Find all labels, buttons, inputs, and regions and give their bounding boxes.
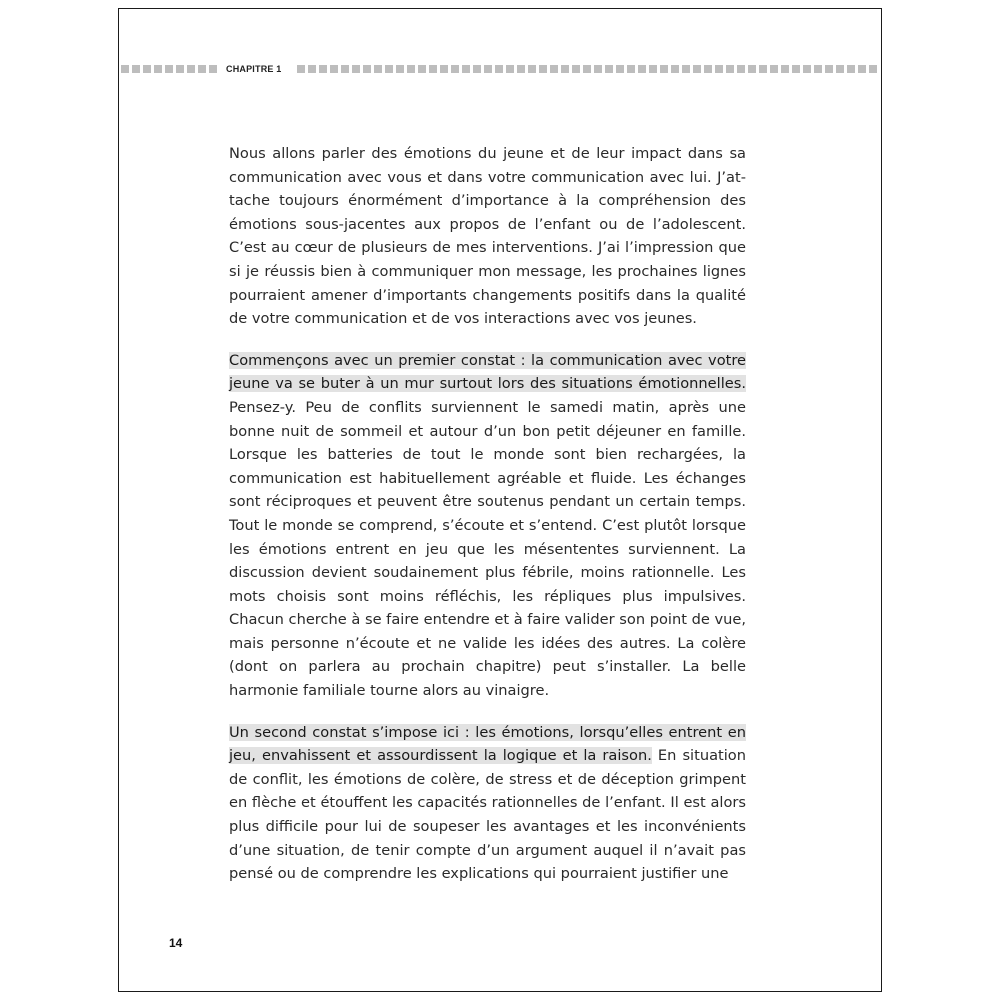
highlight-second-observation: Un second constat s’impose ici : les émotions, lorsqu’elles entrent en jeu, envahissent et assourdissent la logique et la raison. xyxy=(229,723,746,765)
paragraph-2 xyxy=(229,349,746,703)
chapter-header xyxy=(119,63,881,75)
highlight-first-observation: Commençons avec un premier constat : la communication avec votre jeune va se buter à un mur surtout lors des situations émotionnelles. xyxy=(229,351,746,393)
header-dashes-left xyxy=(121,63,225,75)
paragraph-3-text: En situation de conflit, les émotions de colère, de stress et de déception grimpent en flèche et étouffent les capacités rationnelles de l’enfant. Il est alors plus difficile pour lui de soupeser les avantages et les inconvénients d’une situation, de tenir compte d’un argument auquel il n’avait pas pensé ou de comprendre les explications qui pourraient justifier une xyxy=(229,747,746,883)
paragraph-2-text: Pensez-y. Peu de conflits surviennent le samedi matin, après une bonne nuit de sommeil et autour d’un bon petit déjeuner en famille. Lorsque les batteries de tout le monde sont bien rechargées, la communication est habituellement agréable et fluide. Les échanges sont réciproques et peuvent être soutenus pendant un certain temps. Tout le monde se comprend, s’écoute et s’entend. C’est plutôt lorsque les émotions entrent en jeu que les mésententes surviennent. La discussion devient soudainement plus fébrile, moins rationnelle. Les mots choisis sont moins réfléchis, les répliques plus impulsives. Chacun cherche à se faire entendre et à faire valider son point de vue, mais personne n’écoute et ne valide les idées des autres. La colère (dont on parlera au prochain chapitre) peut s’installer. La belle harmonie familiale tourne alors au vinaigre. xyxy=(229,398,746,700)
book-page xyxy=(118,8,882,992)
paragraph-1: Nous allons parler des émotions du jeune et de leur impact dans sa communication avec vous et dans votre communication avec lui. J’attache toujours énormément d’importance à la compréhension des émotions sous-jacentes aux propos de l’enfant ou de l’adolescent. C’est au cœur de plusieurs de mes interventions. J’ai l’impression que si je réussis bien à communiquer mon message, les prochaines lignes pourraient amener d’importants changements positifs dans la qualité de votre communication et de vos interactions avec vos jeunes. xyxy=(229,145,746,328)
body-text xyxy=(229,142,746,904)
chapter-label: CHAPITRE 1 xyxy=(226,64,282,74)
page-number: 14 xyxy=(169,936,183,950)
header-dashes-right xyxy=(297,63,879,75)
paragraph-3 xyxy=(229,721,746,886)
